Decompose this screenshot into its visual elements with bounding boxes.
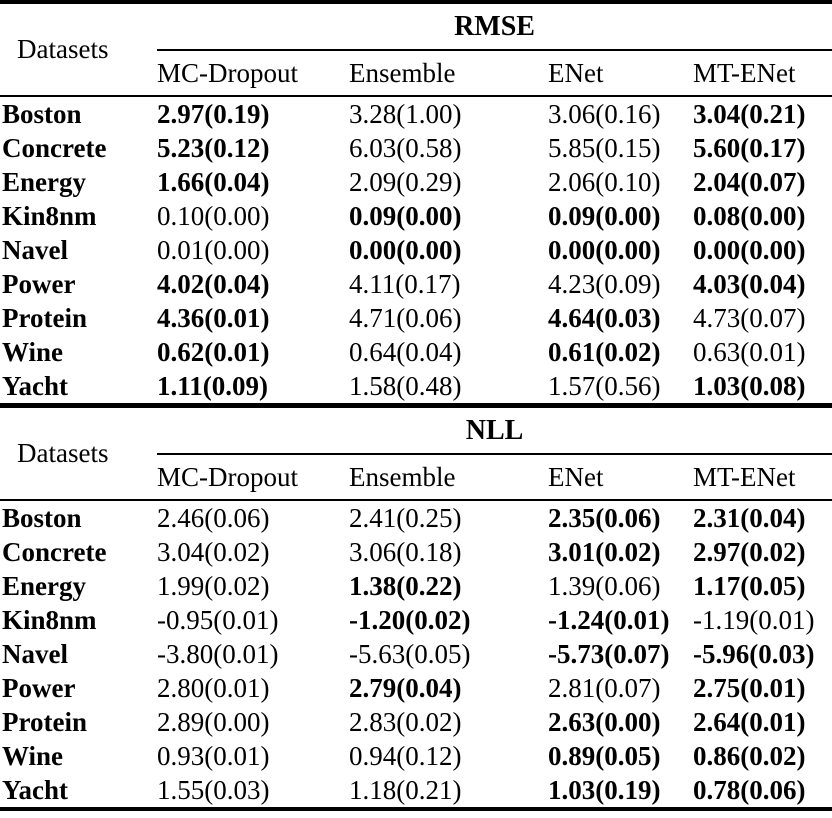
value-cell: 0.00(0.00) (548, 234, 661, 265)
value-cell: 0.64(0.04) (349, 336, 462, 367)
value-cell: 4.03(0.04) (693, 268, 806, 299)
table-row (0, 301, 832, 335)
dataset-label: Yacht (2, 774, 68, 805)
value-cell: 1.57(0.56) (548, 370, 661, 401)
value-cell: 3.04(0.02) (157, 536, 270, 567)
table-row (0, 96, 832, 131)
value-cell: 2.04(0.07) (693, 166, 806, 197)
value-cell: 4.11(0.17) (349, 268, 461, 299)
column-header-ensemble: Ensemble (349, 50, 548, 96)
nll-table-header (0, 408, 832, 500)
value-cell: 1.38(0.22) (349, 570, 462, 601)
value-cell: 2.75(0.01) (693, 672, 806, 703)
rmse-table (0, 0, 832, 408)
value-cell: 2.46(0.06) (157, 502, 270, 533)
value-cell: 2.06(0.10) (548, 166, 661, 197)
dataset-label: Yacht (2, 370, 68, 401)
table-row (0, 131, 832, 165)
nll-table-body (0, 500, 832, 809)
value-cell: 0.86(0.02) (693, 740, 806, 771)
dataset-label: Boston (2, 502, 82, 533)
value-cell: -1.24(0.01) (548, 604, 670, 635)
value-cell: 4.64(0.03) (548, 302, 661, 333)
value-cell: 1.99(0.02) (157, 570, 270, 601)
column-header-ensemble: Ensemble (349, 454, 548, 500)
value-cell: 3.06(0.16) (548, 98, 661, 129)
value-cell: 2.41(0.25) (349, 502, 462, 533)
value-cell: 2.83(0.02) (349, 706, 462, 737)
value-cell: 1.55(0.03) (157, 774, 270, 805)
value-cell: 0.10(0.00) (157, 200, 270, 231)
table-row (0, 233, 832, 267)
table-row (0, 637, 832, 671)
value-cell: -3.80(0.01) (157, 638, 279, 669)
dataset-label: Energy (2, 570, 86, 601)
value-cell: 0.62(0.01) (157, 336, 270, 367)
value-cell: 0.93(0.01) (157, 740, 270, 771)
datasets-column-header: Datasets (0, 2, 157, 96)
dataset-label: Concrete (2, 536, 107, 567)
value-cell: 1.39(0.06) (548, 570, 661, 601)
column-header-enet: ENet (548, 454, 693, 500)
value-cell: 0.89(0.05) (548, 740, 661, 771)
value-cell: -1.20(0.02) (349, 604, 471, 635)
table-row (0, 739, 832, 773)
value-cell: 2.89(0.00) (157, 706, 270, 737)
dataset-label: Power (2, 672, 76, 703)
value-cell: 1.17(0.05) (693, 570, 806, 601)
value-cell: 2.63(0.00) (548, 706, 661, 737)
column-header-mc-dropout: MC-Dropout (157, 50, 349, 96)
value-cell: 0.61(0.02) (548, 336, 661, 367)
value-cell: 2.31(0.04) (693, 502, 806, 533)
value-cell: 4.36(0.01) (157, 302, 270, 333)
value-cell: 1.58(0.48) (349, 370, 462, 401)
value-cell: 2.35(0.06) (548, 502, 661, 533)
value-cell: 4.71(0.06) (349, 302, 462, 333)
value-cell: 1.03(0.19) (548, 774, 661, 805)
value-cell: 2.80(0.01) (157, 672, 270, 703)
dataset-label: Protein (2, 302, 87, 333)
value-cell: 2.79(0.04) (349, 672, 462, 703)
value-cell: 3.01(0.02) (548, 536, 661, 567)
value-cell: -0.95(0.01) (157, 604, 279, 635)
value-cell: 5.60(0.17) (693, 132, 806, 163)
value-cell: 0.09(0.00) (548, 200, 661, 231)
rmse-title-row (0, 2, 832, 50)
table-row (0, 603, 832, 637)
value-cell: 2.64(0.01) (693, 706, 806, 737)
value-cell: 1.03(0.08) (693, 370, 806, 401)
value-cell: 2.97(0.02) (693, 536, 806, 567)
value-cell: 0.00(0.00) (349, 234, 462, 265)
value-cell: 0.09(0.00) (349, 200, 462, 231)
value-cell: -5.96(0.03) (693, 638, 815, 669)
column-header-mt-enet: MT-ENet (693, 454, 832, 500)
dataset-label: Protein (2, 706, 87, 737)
metric-title-nll: NLL (157, 408, 832, 454)
table-row (0, 671, 832, 705)
value-cell: 1.18(0.21) (349, 774, 462, 805)
value-cell: 3.28(1.00) (349, 98, 462, 129)
value-cell: 4.73(0.07) (693, 302, 806, 333)
table-row (0, 335, 832, 369)
rmse-table-body (0, 96, 832, 406)
value-cell: 1.66(0.04) (157, 166, 270, 197)
table-row (0, 369, 832, 406)
table-row (0, 500, 832, 535)
table-row (0, 705, 832, 739)
value-cell: 0.78(0.06) (693, 774, 806, 805)
metric-title-rmse: RMSE (157, 2, 832, 50)
table-row (0, 267, 832, 301)
nll-table (0, 408, 832, 811)
value-cell: 6.03(0.58) (349, 132, 462, 163)
dataset-label: Energy (2, 166, 86, 197)
value-cell: -5.63(0.05) (349, 638, 471, 669)
dataset-label: Wine (2, 740, 64, 771)
column-header-mc-dropout: MC-Dropout (157, 454, 349, 500)
value-cell: 1.11(0.09) (157, 370, 268, 401)
value-cell: 5.23(0.12) (157, 132, 270, 163)
dataset-label: Navel (2, 234, 68, 265)
value-cell: 2.09(0.29) (349, 166, 462, 197)
value-cell: -1.19(0.01) (693, 604, 815, 635)
rmse-table-header (0, 2, 832, 96)
value-cell: 0.94(0.12) (349, 740, 462, 771)
value-cell: 0.08(0.00) (693, 200, 806, 231)
nll-title-row (0, 408, 832, 454)
value-cell: 4.02(0.04) (157, 268, 270, 299)
table-row (0, 773, 832, 809)
dataset-label: Boston (2, 98, 82, 129)
value-cell: 4.23(0.09) (548, 268, 661, 299)
value-cell: 5.85(0.15) (548, 132, 661, 163)
dataset-label: Kin8nm (2, 200, 97, 231)
dataset-label: Concrete (2, 132, 107, 163)
table-row (0, 165, 832, 199)
value-cell: 2.97(0.19) (157, 98, 270, 129)
value-cell: -5.73(0.07) (548, 638, 670, 669)
column-header-enet: ENet (548, 50, 693, 96)
table-row (0, 535, 832, 569)
value-cell: 2.81(0.07) (548, 672, 661, 703)
dataset-label: Power (2, 268, 76, 299)
table-row (0, 199, 832, 233)
value-cell: 0.63(0.01) (693, 336, 806, 367)
value-cell: 3.06(0.18) (349, 536, 462, 567)
dataset-label: Wine (2, 336, 64, 367)
column-header-mt-enet: MT-ENet (693, 50, 832, 96)
value-cell: 0.01(0.00) (157, 234, 270, 265)
value-cell: 3.04(0.21) (693, 98, 806, 129)
dataset-label: Navel (2, 638, 68, 669)
dataset-label: Kin8nm (2, 604, 97, 635)
datasets-column-header: Datasets (0, 408, 157, 500)
value-cell: 0.00(0.00) (693, 234, 806, 265)
table-row (0, 569, 832, 603)
